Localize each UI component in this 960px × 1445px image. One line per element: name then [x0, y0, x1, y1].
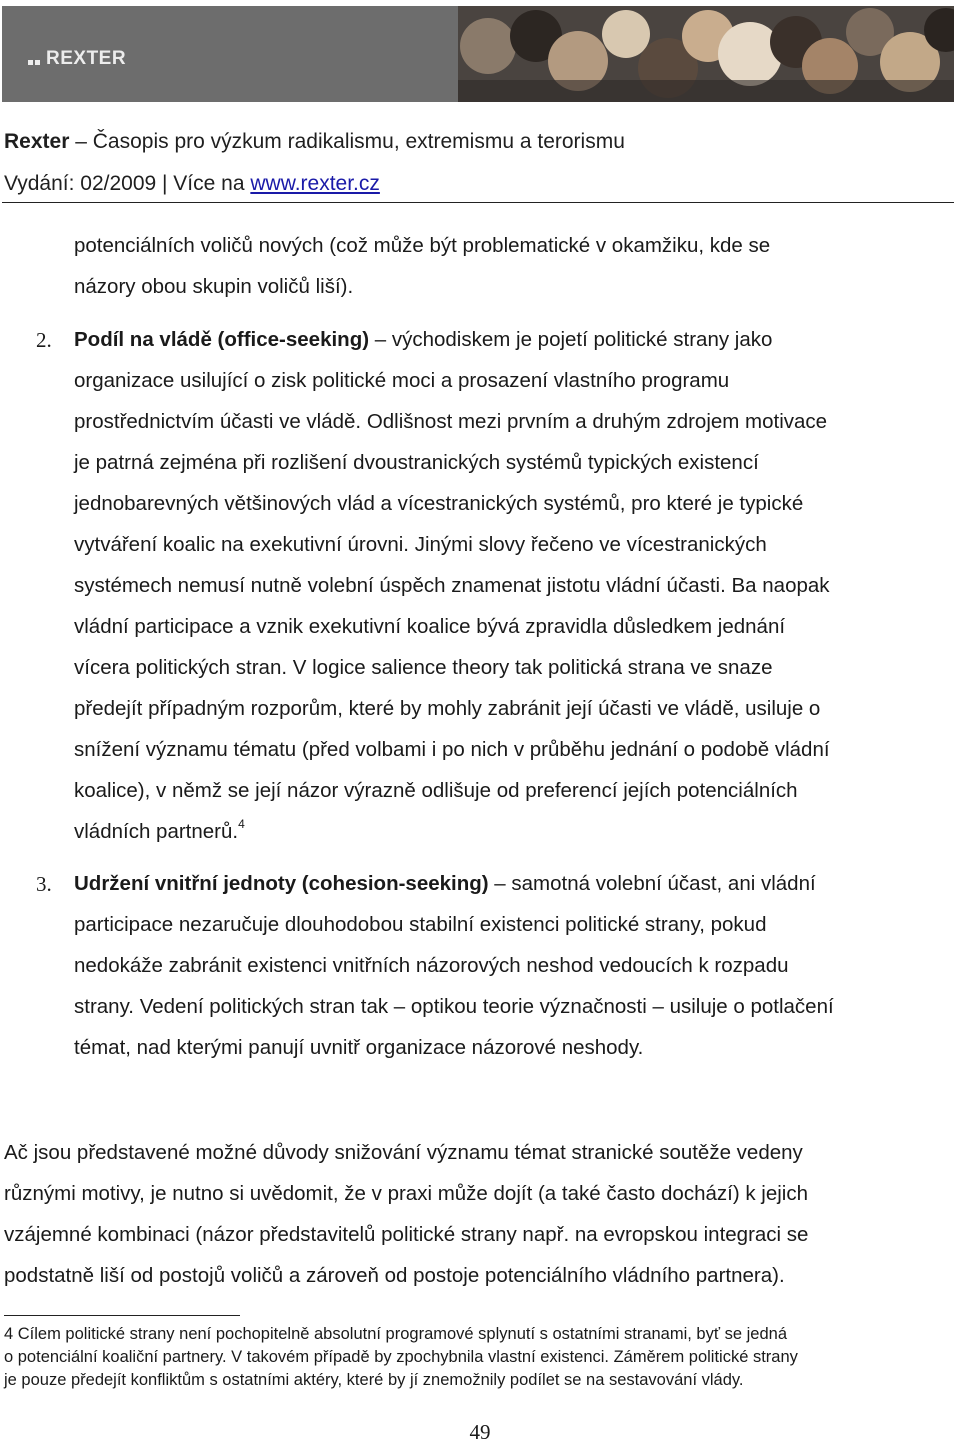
closing-paragraph: [4, 1132, 954, 1296]
crowd-photo-image: [458, 6, 954, 102]
text-line: vládní participace a vznik exekutivní koalice bývá zpravidla důsledkem jednání: [74, 615, 786, 638]
text-line: je patrná zejména při rozlišení dvoustranických systémů typických existencí: [74, 451, 759, 474]
text-line: [74, 319, 954, 360]
text-line: participace nezaručuje dlouhodobou stabilní existenci politické strany, pokud: [74, 913, 767, 936]
footnote-divider: [4, 1315, 240, 1316]
text-line: [74, 863, 954, 904]
text-line: snížení významu tématu (před volbami i po nich v průběhu jednání o podobě vládní: [74, 738, 830, 761]
footnote-ref[interactable]: 4: [238, 817, 245, 832]
footnote: [4, 1323, 956, 1392]
item2-last-line: vládních partnerů.: [74, 820, 239, 843]
item3-term: Udržení vnitřní jednoty (cohesion-seeking): [74, 872, 489, 895]
intro-paragraph: [74, 225, 954, 307]
footnote-line: 4 Cílem politické strany není pochopitelně absolutní programové splynutí s ostatními stranami, byť se jedná: [4, 1325, 788, 1343]
text-line: vzájemné kombinaci (názor představitelů politické strany např. na evropskou integraci se: [4, 1223, 809, 1246]
list-number-3: 3.: [36, 872, 52, 896]
footnote-line: o potenciální koaliční partnery. V takovém případě by zpochybnila vlastní existenci. Záměrem politické strany: [4, 1348, 798, 1366]
text-line: podstatně liší od postojů voličů a zároveň od postoje potenciálního vládního partnera).: [4, 1264, 785, 1287]
text-line: názory obou skupin voličů liší).: [74, 275, 354, 298]
text-line: různými motivy, je nutno si uvědomit, že v praxi může dojít (a také často dochází) k jejich: [4, 1182, 809, 1205]
header-divider: [2, 202, 954, 203]
list-number-2: 2.: [36, 328, 52, 352]
crowd-photo: [458, 6, 954, 102]
site-link[interactable]: www.rexter.cz: [250, 172, 380, 195]
journal-dash: –: [69, 130, 93, 153]
text-line: prostřednictvím účasti ve vládě. Odlišnost mezi prvním a druhým zdrojem motivace: [74, 410, 828, 433]
banner-logo-area: [2, 6, 458, 102]
journal-title-line: [4, 130, 625, 154]
issue-line: [4, 172, 380, 196]
journal-name: Rexter: [4, 130, 70, 153]
text-line: potenciálních voličů nových (což může být problematické v okamžiku, kde se: [74, 234, 771, 257]
item2-term: Podíl na vládě (office-seeking): [74, 328, 370, 351]
text-line: předejít případným rozporům, které by mohly zabránit její účasti ve vládě, usiluje o: [74, 697, 821, 720]
text-line: koalice), v němž se její názor výrazně odlišuje od preferencí jejích potenciálních: [74, 779, 798, 802]
issue-prefix: Vydání: 02/2009 | Více na: [4, 172, 251, 195]
text-line: vícera politických stran. V logice salience theory tak politická strana ve snaze: [74, 656, 773, 679]
text-line: témat, nad kterými panují uvnitř organizace názorové neshody.: [74, 1036, 644, 1059]
rexter-logo[interactable]: [28, 48, 126, 70]
list-item-2: [74, 319, 954, 852]
logo-mark-icon: [28, 53, 40, 65]
footnote-line: je pouze předejít konfliktům s ostatními aktéry, které by jí znemožnily podílet se na sestavování vlády.: [4, 1371, 744, 1389]
item2-first-line: – východiskem je pojetí politické strany jako: [369, 328, 773, 351]
text-line: organizace usilující o zisk politické moci a prosazení vlastního programu: [74, 369, 730, 392]
text-line: Ač jsou představené možné důvody snižování významu témat stranické soutěže vedeny: [4, 1141, 803, 1164]
text-line: [74, 811, 954, 852]
text-line: strany. Vedení politických stran tak – optikou teorie význačnosti – usiluje o potlačení: [74, 995, 834, 1018]
text-line: jednobarevných většinových vlád a vícestranických systémů, pro které je typické: [74, 492, 804, 515]
list-item-3: [74, 863, 954, 1068]
page-number: 49: [469, 1420, 491, 1444]
item3-first-line: – samotná volební účast, ani vládní: [488, 872, 816, 895]
logo-text: REXTER: [46, 48, 127, 69]
journal-subtitle: Časopis pro výzkum radikalismu, extremismu a terorismu: [92, 130, 625, 153]
text-line: nedokáže zabránit existenci vnitřních názorových neshod vedoucích k rozpadu: [74, 954, 789, 977]
header-banner: [2, 6, 954, 102]
text-line: vytváření koalic na exekutivní úrovni. Jinými slovy řečeno ve vícestranických: [74, 533, 767, 556]
text-line: systémech nemusí nutně volební úspěch znamenat jistotu vládní účasti. Ba naopak: [74, 574, 830, 597]
